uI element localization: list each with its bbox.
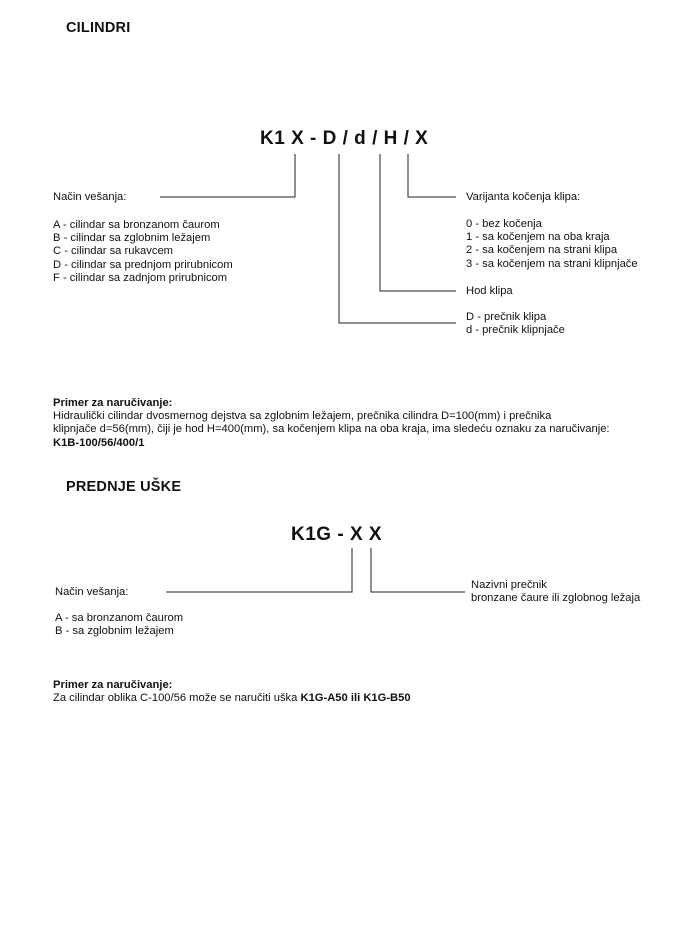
- list-item: A - cilindar sa bronzanom čaurom: [53, 219, 220, 231]
- list-item: d - prečnik klipnjače: [466, 324, 565, 337]
- connector-stroke: [380, 154, 456, 291]
- connector-diameters: [339, 154, 456, 323]
- order-example-line: Hidraulički cilindar dvosmernog dejstva sa zglobnim ležajem, prečnika cilindra D=100(mm) i prečnika: [53, 410, 552, 423]
- order-example-title: Primer za naručivanje:: [53, 397, 173, 409]
- list-item: 3 - sa kočenjem na strani klipnjače: [466, 257, 638, 270]
- cilindri-braking-options: [466, 218, 638, 271]
- order-example-line: [53, 692, 411, 705]
- list-item: D - cilindar sa prednjom prirubnicom: [53, 258, 233, 271]
- order-example-code: K1B-100/56/400/1: [53, 436, 145, 449]
- cilindri-braking-label: Varijanta kočenja klipa:: [466, 191, 581, 203]
- list-item: F - cilindar sa zadnjom prirubnicom: [53, 271, 228, 284]
- connector-uske-nominal: [371, 548, 465, 592]
- cilindri-mounting-options: [53, 219, 233, 285]
- cilindri-stroke-label: Hod klipa: [466, 285, 513, 297]
- list-item: B - sa zglobnim ležajem: [55, 625, 174, 638]
- cilindri-order-example: [53, 397, 610, 450]
- list-item: bronzane čaure ili zglobnog ležaja: [471, 592, 641, 605]
- connector-braking: [408, 154, 456, 197]
- order-example-text: Za cilindar oblika C-100/56 može se naručiti uška: [53, 692, 301, 705]
- uske-mounting-options: [55, 612, 183, 638]
- list-item: C - cilindar sa rukavcem: [53, 245, 173, 258]
- cilindri-diameter-options: [466, 311, 565, 337]
- uske-code: K1G - X X: [291, 524, 383, 545]
- cilindri-code: K1 X - D / d / H / X: [260, 128, 429, 149]
- order-example-code-a: K1G-A50: [300, 692, 348, 705]
- uske-mounting-label: Način vešanja:: [55, 586, 129, 598]
- order-example-title: Primer za naručivanje:: [53, 679, 173, 691]
- section-title-predrnje-uske: PREDNJE UŠKE: [66, 479, 182, 495]
- section-title-cilindri: CILINDRI: [66, 20, 131, 36]
- list-item: B - cilindar sa zglobnim ležajem: [53, 232, 211, 245]
- order-example-code-b: K1G-B50: [363, 692, 411, 705]
- order-example-line: klipnjače d=56(mm), čiji je hod H=400(mm), sa kočenjem klipa na oba kraja, ima sledeću oznaku za naručivanje:: [53, 423, 610, 436]
- uske-order-example: [53, 679, 411, 705]
- list-item: 2 - sa kočenjem na strani klipa: [466, 244, 618, 257]
- uske-nominal-text: [471, 579, 640, 605]
- list-item: A - sa bronzanom čaurom: [55, 612, 184, 624]
- order-example-joiner: ili: [347, 692, 364, 705]
- list-item: 1 - sa kočenjem na oba kraja: [466, 231, 610, 244]
- list-item: Nazivni prečnik: [471, 579, 547, 591]
- connector-uske-mounting: [166, 548, 352, 592]
- list-item: 0 - bez kočenja: [466, 218, 542, 230]
- connector-mounting: [160, 154, 295, 197]
- list-item: D - prečnik klipa: [466, 311, 547, 323]
- cilindri-mounting-label: Način vešanja:: [53, 191, 127, 203]
